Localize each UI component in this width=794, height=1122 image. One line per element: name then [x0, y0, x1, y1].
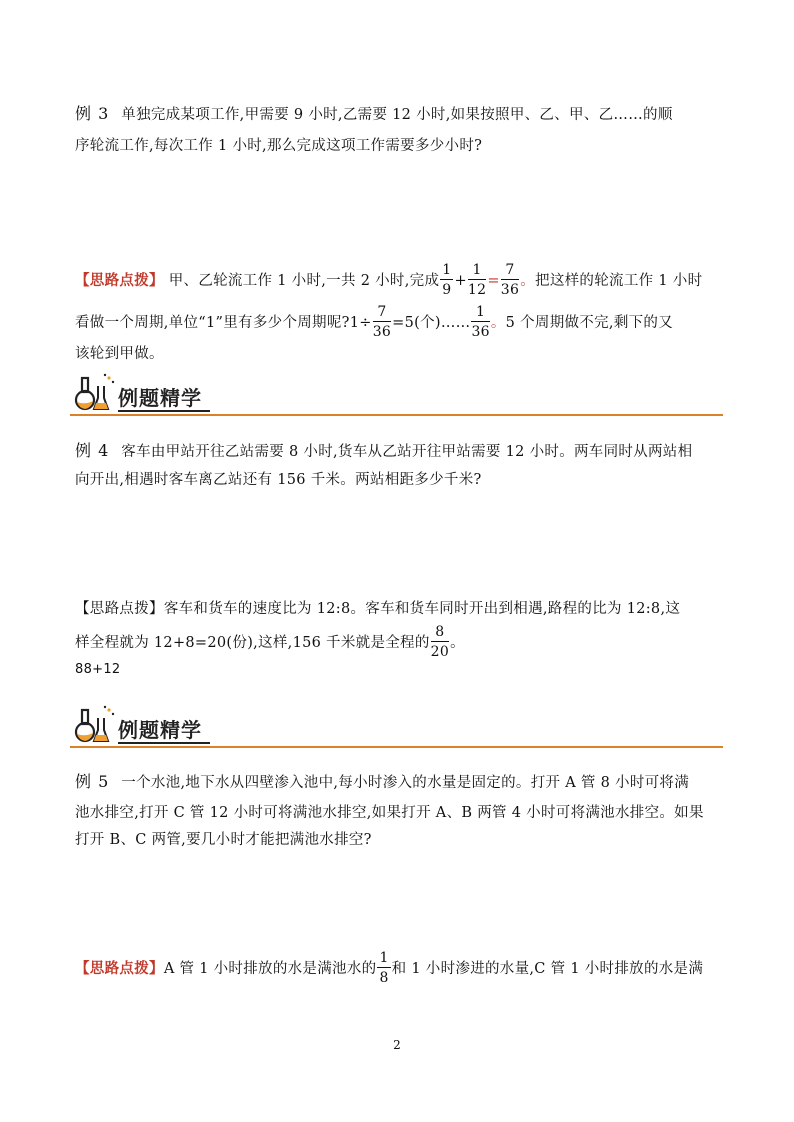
section-header-2: [70, 702, 723, 752]
example-4-line-2: 向开出,相遇时客车离乙站还有 156 千米。两站相距多少千米?: [75, 472, 482, 488]
page-number: 2: [393, 1038, 401, 1052]
fraction-1-12: $\frac{1}{12}$: [467, 262, 487, 298]
hint-4-label: 【思路点拨】: [75, 601, 164, 617]
hint-5-label: 【思路点拨】: [75, 960, 164, 977]
title-underline: [118, 742, 210, 744]
hint-5-line-1: 【思路点拨】A 管 1 小时排放的水是满池水的 $\frac{1}{8}$ 和 1 小时渗进的水量,C 管 1 小时排放的水是满: [75, 950, 704, 986]
section-header-1: [70, 370, 723, 420]
hint-3-line-1: 【思路点拨】 甲、乙轮流工作 1 小时,一共 2 小时,完成 $\frac{1}{9}$ + $\frac{1}{12}$ = $\frac{7}{36}$ 。把这样的轮流工作 1 小时: [75, 262, 703, 298]
example-4: [75, 437, 692, 466]
example-5-line-3: 打开 B、C 两管,要几小时才能把满池水排空?: [75, 832, 372, 848]
example-5-label: 例 5: [75, 772, 110, 791]
hint-3-label: 【思路点拨】: [75, 272, 164, 289]
fraction-8-20: $\frac{8}{20}$: [430, 624, 450, 660]
fraction-7-36: $\frac{7}{36}$: [500, 262, 520, 298]
hint-3-line-3: 该轮到甲做。: [75, 346, 164, 362]
fraction-1-9: $\frac{1}{9}$: [442, 262, 452, 298]
title-underline: [118, 410, 210, 412]
example-5-line-1: 一个水池,地下水从四壁渗入池中,每小时渗入的水量是固定的。打开 A 管 8 小时可将满: [121, 775, 690, 791]
example-3: [75, 100, 673, 129]
hint-4-line-1: 【思路点拨】客车和货车的速度比为 12:8。客车和货车同时开出到相遇,路程的比为 12:8,这: [75, 601, 681, 617]
section-title: 例题精学: [118, 386, 202, 410]
section-divider: [70, 414, 723, 416]
section-title: 例题精学: [118, 718, 202, 742]
fraction-7-36-b: $\frac{7}{36}$: [372, 304, 392, 340]
example-3-line-1: 单独完成某项工作,甲需要 9 小时,乙需要 12 小时,如果按照甲、乙、甲、乙……的顺: [121, 107, 673, 123]
example-4-line-1: 客车由甲站开往乙站需要 8 小时,货车从乙站开往甲站需要 12 小时。两车同时从两站相: [121, 444, 693, 460]
stray-note: 88+12: [75, 662, 121, 677]
flask-icon: [72, 704, 116, 746]
example-5: [75, 768, 689, 797]
example-3-line-2: 序轮流工作,每次工作 1 小时,那么完成这项工作需要多少小时?: [75, 138, 483, 154]
example-3-label: 例 3: [75, 104, 110, 123]
hint-3-line-2: 看做一个周期,单位“1”里有多少个周期呢?1÷ $\frac{7}{36}$ =5(个)…… $\frac{1}{36}$ 。5 个周期做不完,剩下的又: [75, 304, 674, 340]
fraction-1-36: $\frac{1}{36}$: [471, 304, 490, 340]
example-4-label: 例 4: [75, 441, 110, 460]
fraction-1-8: $\frac{1}{8}$: [379, 950, 389, 986]
hint-4-line-2: 样全程就为 12+8=20(份),这样,156 千米就是全程的 $\frac{8}{20}$ 。: [75, 624, 465, 660]
flask-icon: [72, 372, 116, 414]
example-5-line-2: 池水排空,打开 C 管 12 小时可将满池水排空,如果打开 A、B 两管 4 小时可将满池水排空。如果: [75, 805, 704, 821]
section-divider: [70, 746, 723, 748]
